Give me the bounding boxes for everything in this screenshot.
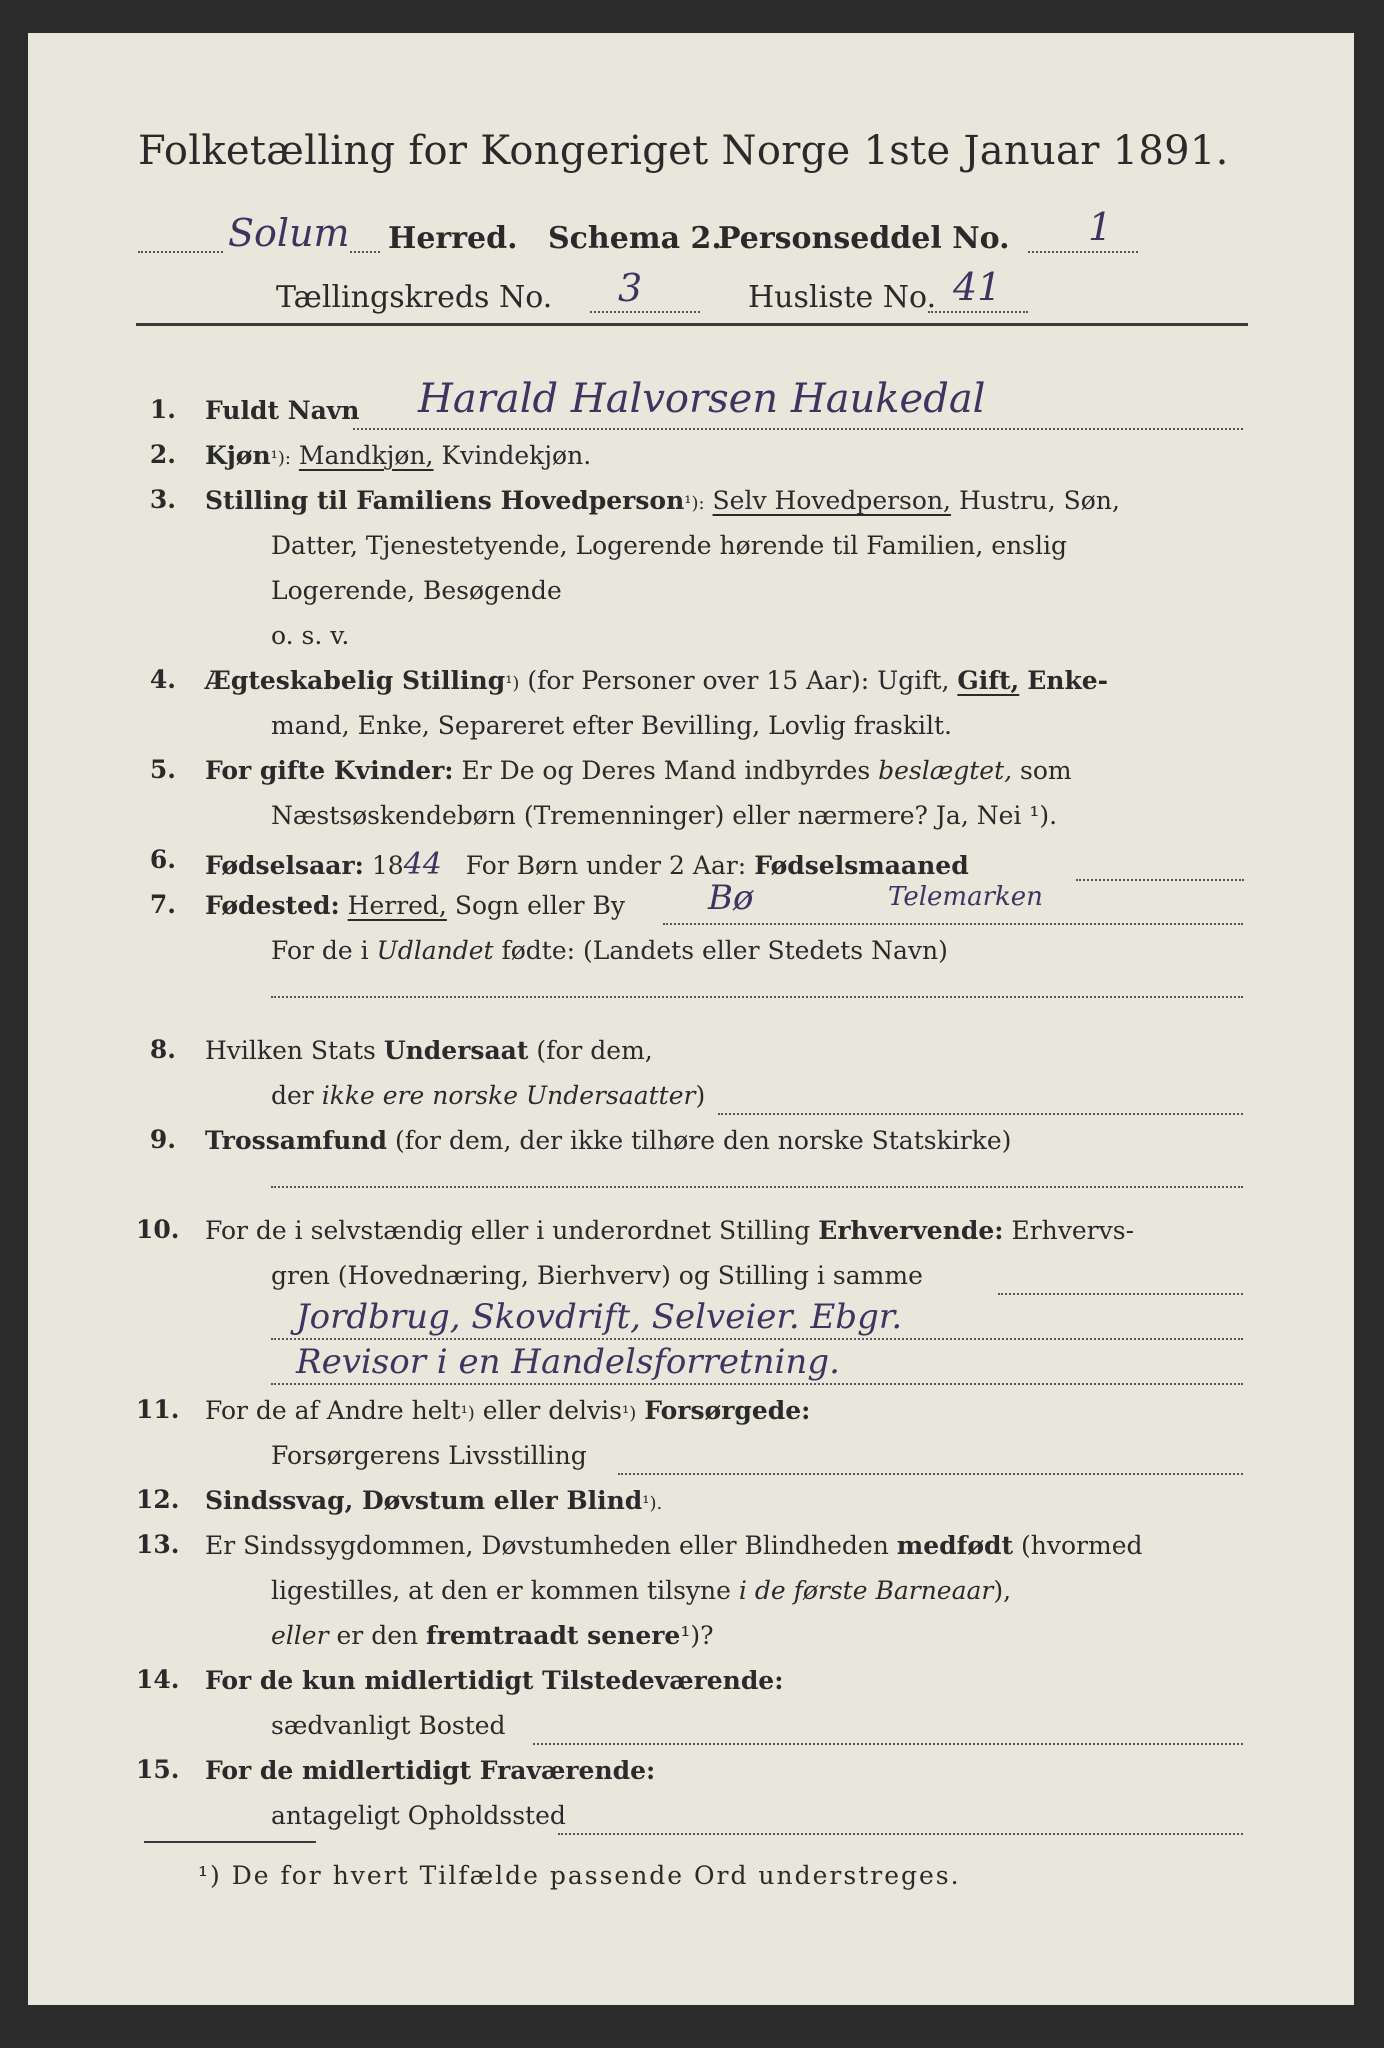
q14-label: For de kun midlertidigt Tilstedeværende:: [205, 1666, 784, 1695]
q12-number: 12.: [136, 1485, 180, 1514]
q5-number: 5.: [149, 755, 176, 784]
q8-line1: Hvilken Stats Undersaat (for dem,: [205, 1036, 653, 1065]
q5-line2: Næstsøskendebørn (Tremenninger) eller nærmere? Ja, Nei ¹).: [271, 801, 1058, 830]
q13-number: 13.: [136, 1530, 180, 1559]
q7-line2: For de i Udlandet fødte: (Landets eller Stedets Navn): [271, 936, 948, 965]
q15-line2: antageligt Opholdssted: [271, 1801, 566, 1830]
q4-line1: Ægteskabelig Stilling¹) (for Personer over 15 Aar): Ugift, Gift, Enke-: [205, 666, 1109, 695]
q14-line2: sædvanligt Bosted: [271, 1711, 506, 1740]
q4-line2: mand, Enke, Separeret efter Bevilling, Lovlig fraskilt.: [271, 711, 952, 740]
q9-number: 9.: [149, 1125, 176, 1154]
personseddel-label: Personseddel No.: [718, 221, 1010, 256]
q7-line1: Fødested: Herred, Sogn eller By: [205, 891, 626, 920]
q11-line2: Forsørgerens Livsstilling: [271, 1441, 587, 1470]
q7-selected: Herred,: [347, 891, 447, 920]
q10-answer-2: Revisor i en Handelsforretning.: [296, 1342, 840, 1382]
q12-line: Sindssvag, Døvstum eller Blind¹).: [205, 1486, 663, 1515]
q3-line1: Stilling til Familiens Hovedperson¹): Selv Hovedperson, Hustru, Søn,: [205, 486, 1120, 515]
footnote-rule: [144, 1841, 316, 1843]
q3-line2: Datter, Tjenestetyende, Logerende hørende til Familien, enslig: [271, 531, 1068, 560]
q11-number: 11.: [136, 1395, 180, 1424]
husliste-value: 41: [953, 265, 1002, 309]
q1-label: Fuldt Navn: [205, 396, 360, 425]
personseddel-value: 1: [1088, 205, 1113, 249]
q15-label: For de midlertidigt Fraværende:: [205, 1756, 656, 1785]
q10-line2: gren (Hovednæring, Bierhverv) og Stilling i samme: [271, 1261, 923, 1290]
q13-line2: ligestilles, at den er kommen tilsyne i de første Barneaar),: [271, 1576, 1012, 1605]
form-title: Folketælling for Kongeriget Norge 1ste Januar 1891.: [138, 128, 1229, 174]
q13-line3: eller er den fremtraadt senere¹)?: [271, 1621, 714, 1650]
q11-line1: For de af Andre helt¹) eller delvis¹) Forsørgede:: [205, 1396, 811, 1425]
q6-number: 6.: [149, 845, 176, 874]
q10-number: 10.: [136, 1215, 180, 1244]
q7-answer-1: Bø: [708, 878, 754, 918]
q4-number: 4.: [149, 665, 176, 694]
q7-number: 7.: [149, 890, 176, 919]
q6-answer: 44: [403, 847, 442, 882]
schema-label: Schema 2.: [548, 221, 722, 256]
q2-number: 2.: [149, 440, 176, 469]
husliste-label: Husliste No.: [748, 280, 937, 315]
q8-number: 8.: [149, 1035, 176, 1064]
q3-line4: o. s. v.: [271, 621, 350, 650]
kreds-value: 3: [618, 266, 643, 310]
kreds-label: Tællingskreds No.: [276, 280, 553, 315]
q3-line3: Logerende, Besøgende: [271, 576, 562, 605]
q1-answer: Harald Halvorsen Haukedal: [418, 376, 986, 422]
header-rule: [136, 323, 1248, 326]
q5-line1: For gifte Kvinder: Er De og Deres Mand indbyrdes beslægtet, som: [205, 756, 1072, 785]
herred-value: Solum: [228, 211, 350, 255]
q2-line: Kjøn¹): Mandkjøn, Kvindekjøn.: [205, 441, 592, 470]
q4-selected: Gift,: [957, 666, 1020, 695]
q10-line1: For de i selvstændig eller i underordnet Stilling Erhvervende: Erhvervs-: [205, 1216, 1135, 1245]
q6-line: Fødselsaar: 1844 For Børn under 2 Aar: Fødselsmaaned: [205, 847, 969, 882]
q8-line2: der ikke ere norske Undersaatter): [271, 1081, 706, 1110]
q7-answer-2: Telemarken: [888, 882, 1043, 912]
q14-number: 14.: [136, 1665, 180, 1694]
q9-line: Trossamfund (for dem, der ikke tilhøre den norske Statskirke): [205, 1126, 1012, 1155]
herred-label: Herred.: [388, 221, 518, 256]
q1-number: 1.: [149, 395, 176, 424]
q3-selected: Selv Hovedperson,: [712, 486, 951, 515]
q2-selected: Mandkjøn,: [298, 441, 434, 470]
census-form-page: [28, 33, 1354, 2005]
q10-answer-1: Jordbrug, Skovdrift, Selveier. Ebgr.: [296, 1297, 903, 1337]
footnote: ¹) De for hvert Tilfælde passende Ord understreges.: [198, 1861, 961, 1890]
q3-number: 3.: [149, 485, 176, 514]
q15-number: 15.: [136, 1755, 180, 1784]
q13-line1: Er Sindssygdommen, Døvstumheden eller Blindheden medfødt (hvormed: [205, 1531, 1143, 1560]
